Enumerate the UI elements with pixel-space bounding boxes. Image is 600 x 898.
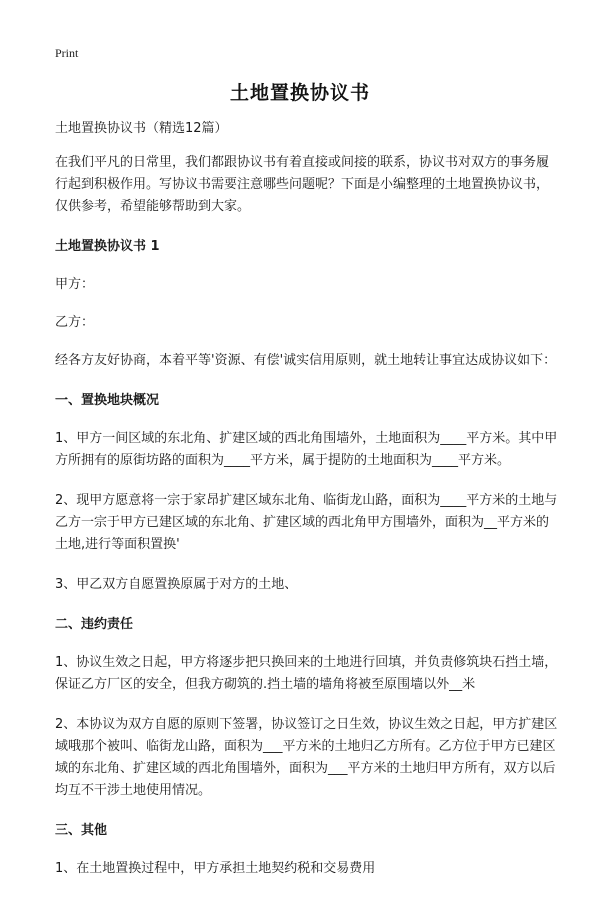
clause-paragraph: 2、现甲方愿意将一宗于家昂扩建区域东北角、临街龙山路，面积为____平方米的土地与乙方一宗于甲方已建区域的东北角、扩建区域的西北角甲方围墙外，面积为__平方米的土地,进行等面积置换' — [55, 493, 558, 552]
party-b-label: 乙方： — [55, 315, 95, 330]
clause-paragraph: 3、甲乙双方自愿置换原属于对方的土地、 — [55, 577, 298, 592]
clause-paragraph: 1、甲方一间区域的东北角、扩建区域的西北角围墙外，土地面积为____平方米。其中甲方所拥有的原街坊路的面积为____平方米，属于提防的土地面积为____平方米。 — [55, 431, 558, 468]
clause-paragraph: 2、本协议为双方自愿的原则下签署，协议签订之日生效，协议生效之日起，甲方扩建区域哦那个被叫、临街龙山路，面积为___平方米的土地归乙方所有。乙方位于甲方已建区域的东北角、扩建区域的西北角围墙外，面积为___平方米的土地归甲方所有，双方以后均互不干涉土地使用情况。 — [55, 717, 558, 798]
section-heading: 二、违约责任 — [55, 617, 134, 632]
page-title: 土地置换协议书 — [229, 82, 370, 104]
agreement-heading: 土地置换协议书 1 — [55, 239, 160, 254]
document-subtitle: 土地置换协议书（精选12篇） — [55, 121, 228, 136]
document-body — [55, 118, 560, 898]
preamble-paragraph: 经各方友好协商，本着平等'资源、有偿'诚实信用原则，就土地转让事宜达成协议如下： — [55, 353, 557, 368]
party-a-label: 甲方： — [55, 277, 95, 292]
intro-paragraph: 在我们平凡的日常里，我们都跟协议书有着直接或间接的联系，协议书对双方的事务履行起到积极作用。写协议书需要注意哪些问题呢？下面是小编整理的土地置换协议书，仅供参考，希望能够帮助到大家。 — [55, 155, 550, 214]
section-heading: 三、其他 — [55, 823, 108, 838]
clause-paragraph: 1、协议生效之日起，甲方将逐步把只换回来的土地进行回填，并负责修筑块石挡土墙，保证乙方厂区的安全，但我方砌筑的.挡土墙的墙角将被至原围墙以外__米 — [55, 655, 558, 692]
print-label[interactable]: Print — [55, 46, 79, 60]
section-heading: 一、置换地块概况 — [55, 393, 160, 408]
clause-paragraph: 1、在土地置换过程中，甲方承担土地契约税和交易费用 — [55, 861, 376, 876]
